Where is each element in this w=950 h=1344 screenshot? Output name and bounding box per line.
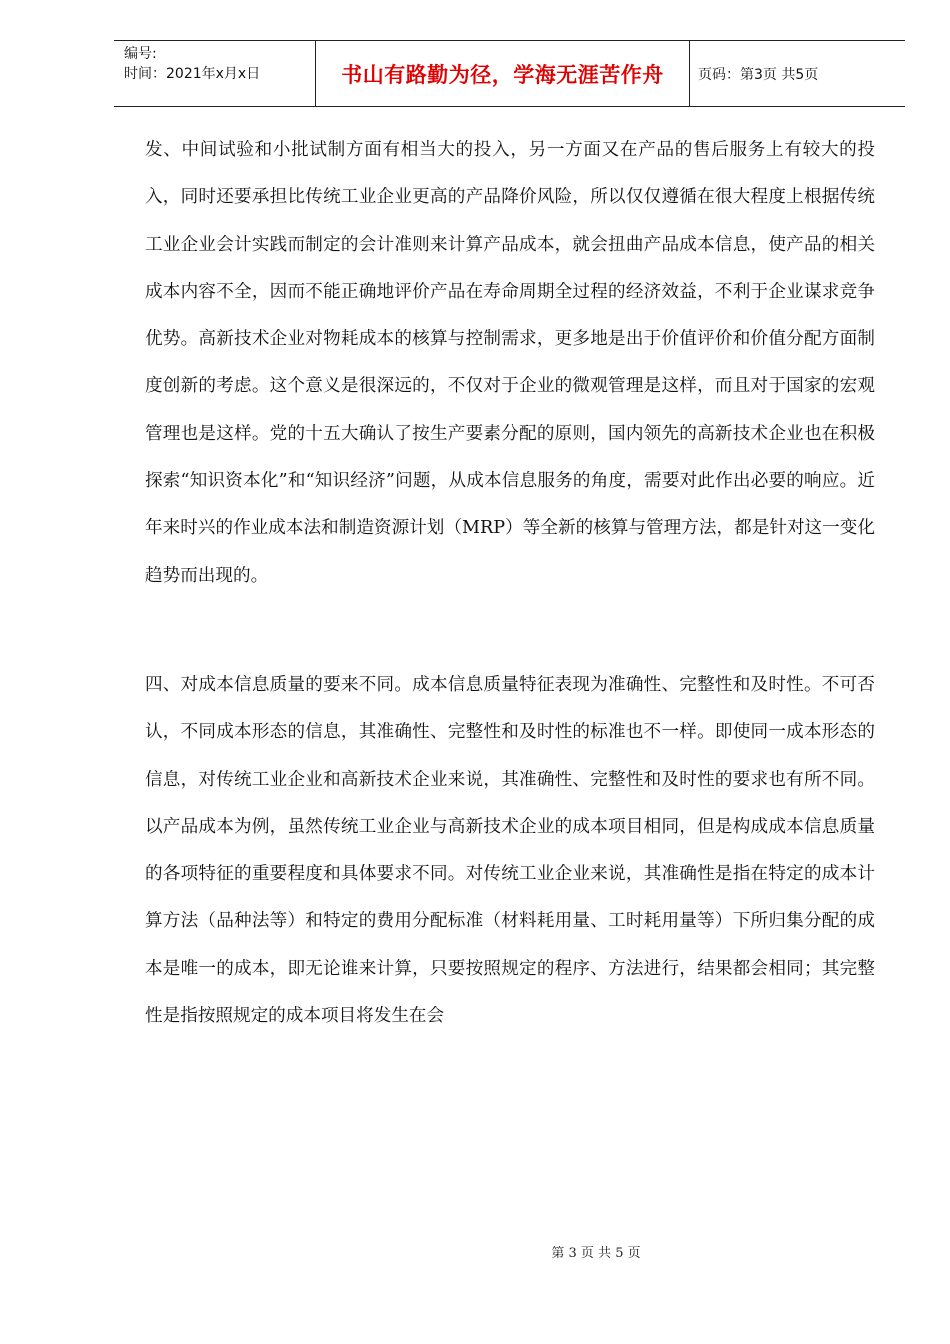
time-label: 时间：2021年x月x日 bbox=[124, 66, 261, 82]
number-label: 编号: bbox=[124, 46, 157, 62]
header-motto-cell bbox=[316, 41, 690, 106]
footer-page-number: 第 3 页 共 5 页 bbox=[551, 1246, 641, 1261]
body-paragraph: 四、对成本信息质量的要来不同。成本信息质量特征表现为准确性、完整性和及时性。不可否认，不同成本形态的信息，其准确性、完整性和及时性的标准也不一样。即使同一成本形态的信息，对传统工业企业和高新技术企业来说，其准确性、完整性和及时性的要求也有所不同。以产品成本为例，虽然传统工业企业与高新技术企业的成本项目相同，但是构成成本信息质量的各项特征的重要程度和具体要求不同。对传统工业企业来说，其准确性是指在特定的成本计算方法（品种法等）和特定的费用分配标准（材料耗用量、工时耗用量等）下所归集分配的成本是唯一的成本，即无论谁来计算，只要按照规定的程序、方法进行，结果都会相同；其完整性是指按照规定的成本项目将发生在会 bbox=[145, 674, 875, 1027]
page-info: 页码：第3页 共5页 bbox=[698, 66, 819, 83]
paragraph-spacer bbox=[145, 600, 875, 662]
motto-text: 书山有路勤为径，学海无涯苦作舟 bbox=[341, 62, 664, 87]
document-header bbox=[114, 40, 905, 107]
header-page-cell bbox=[690, 41, 905, 106]
body-paragraph: 发、中间试验和小批试制方面有相当大的投入，另一方面又在产品的售后服务上有较大的投入，同时还要承担比传统工业企业更高的产品降价风险，所以仅仅遵循在很大程度上根据传统工业企业会计实践而制定的会计准则来计算产品成本，就会扭曲产品成本信息，使产品的相关成本内容不全，因而不能正确地评价产品在寿命周期全过程的经济效益，不利于企业谋求竞争优势。高新技术企业对物耗成本的核算与控制需求，更多地是出于价值评价和价值分配方面制度创新的考虑。这个意义是很深远的，不仅对于企业的微观管理是这样，而且对于国家的宏观管理也是这样。党的十五大确认了按生产要素分配的原则，国内领先的高新技术企业也在积极探索“知识资本化”和“知识经济”问题，从成本信息服务的角度，需要对此作出必要的响应。近年来时兴的作业成本法和制造资源计划（MRP）等全新的核算与管理方法，都是针对这一变化趋势而出现的。 bbox=[145, 140, 875, 586]
document-body bbox=[145, 127, 875, 1040]
page-footer bbox=[0, 1242, 950, 1261]
header-meta-cell bbox=[114, 41, 316, 106]
